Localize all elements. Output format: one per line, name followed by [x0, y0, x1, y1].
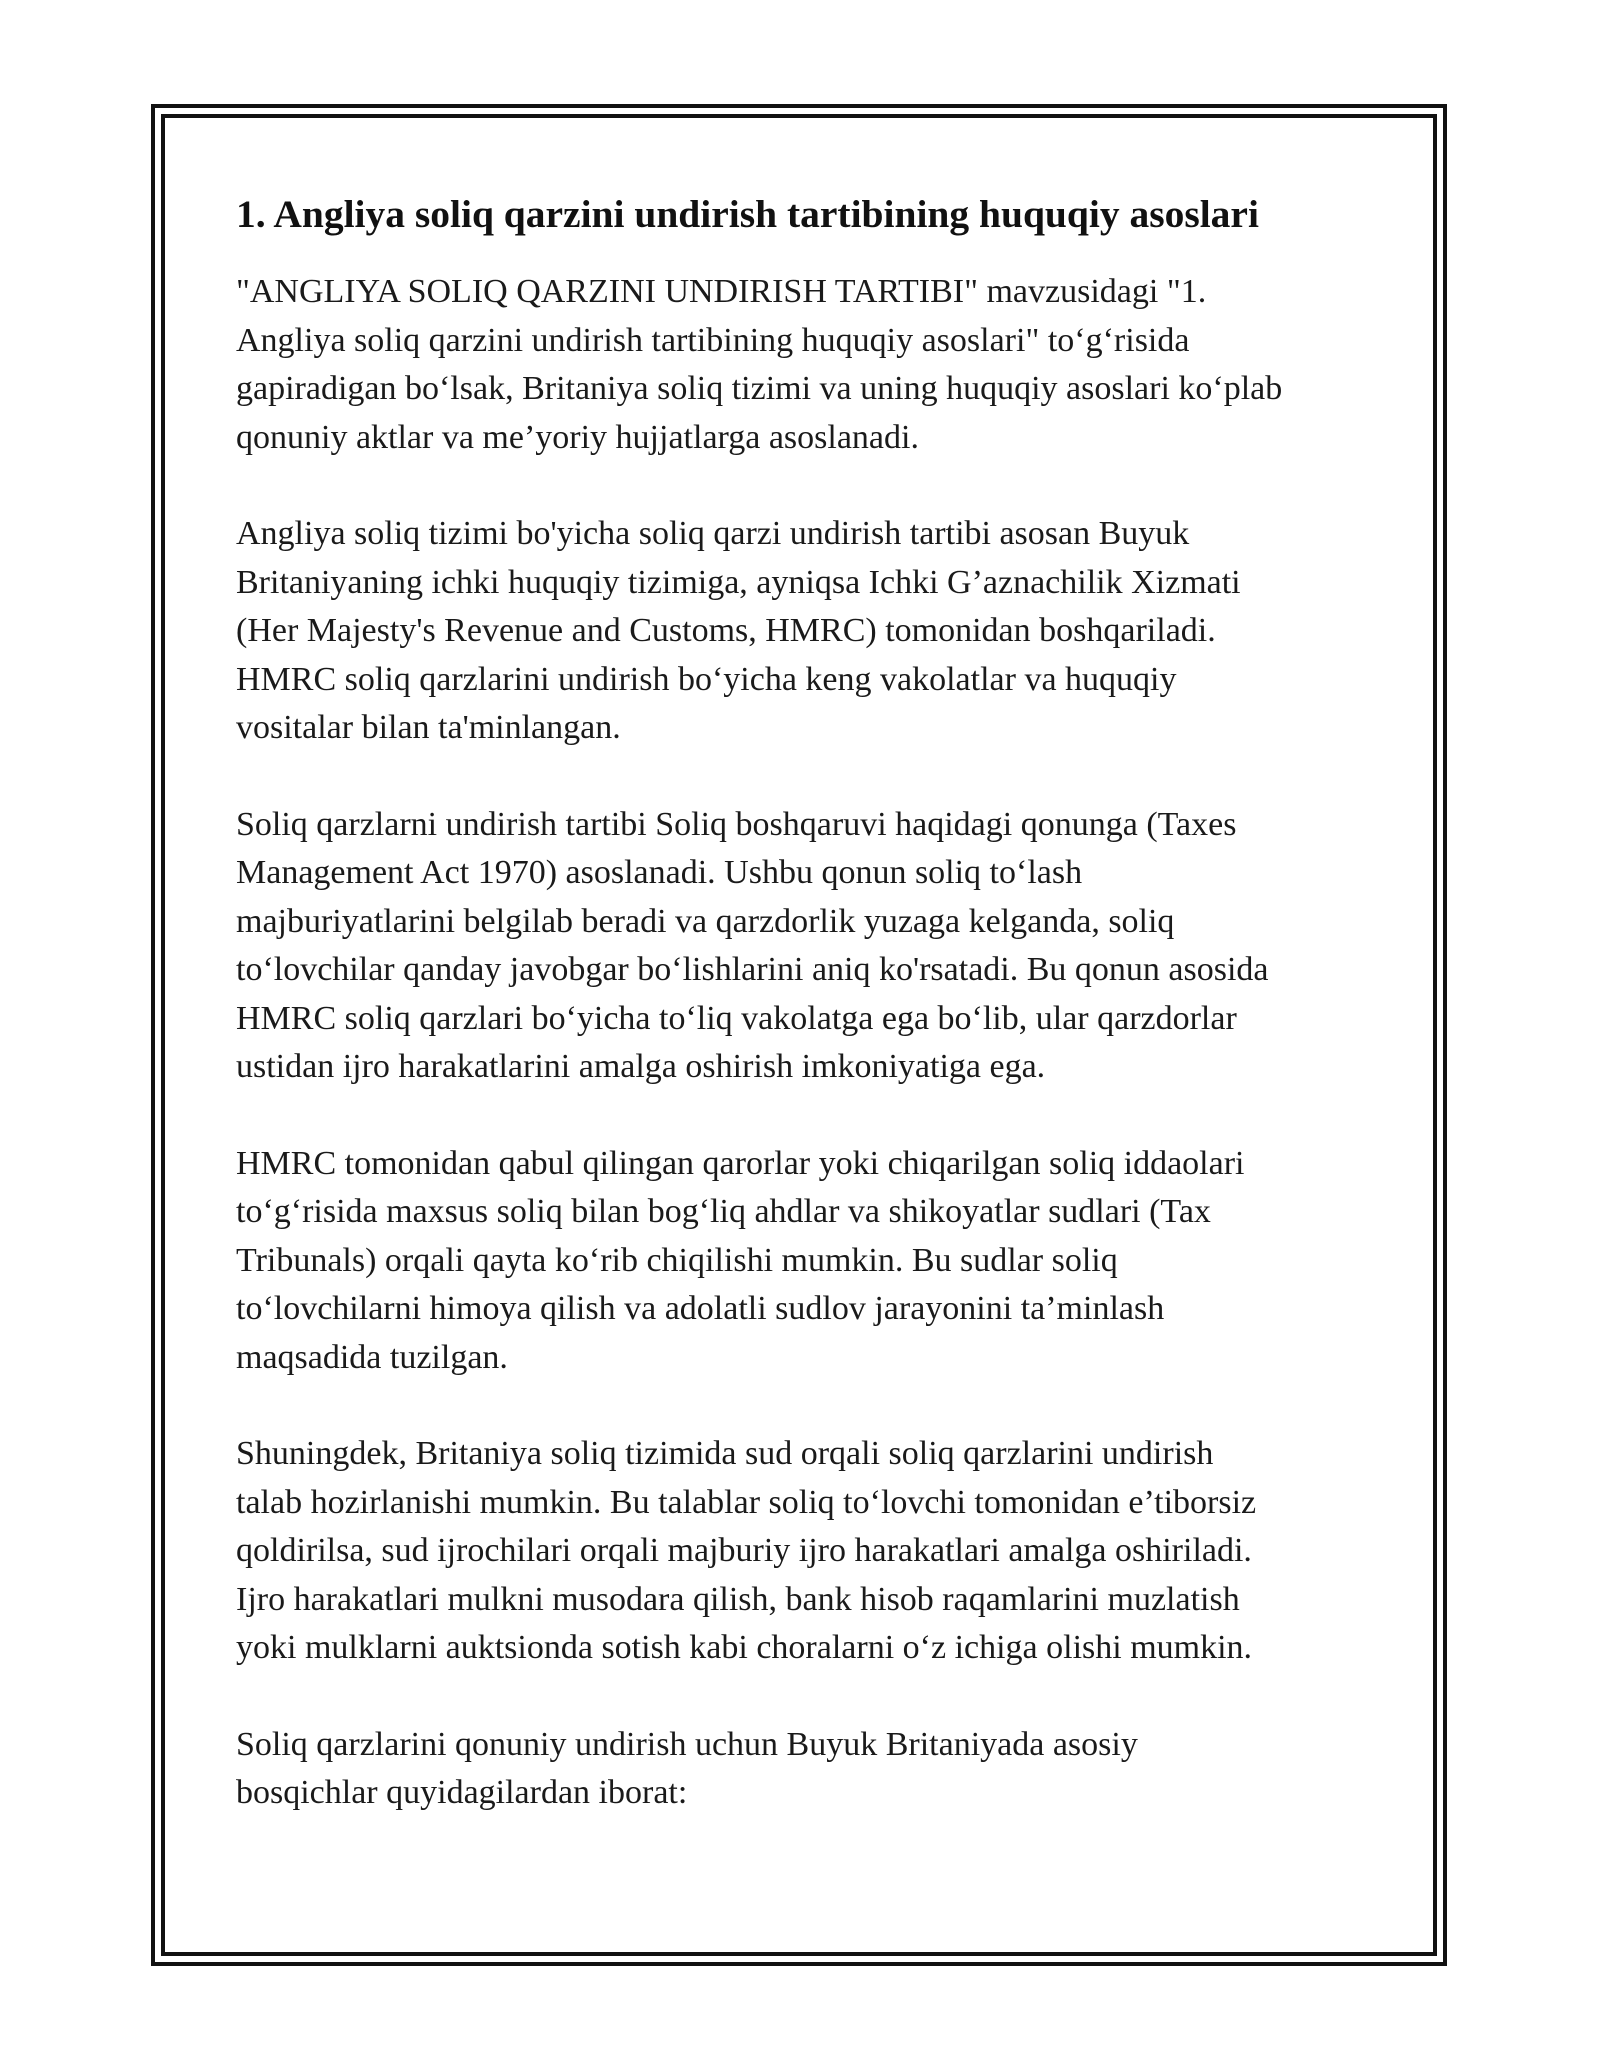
text-line: Tribunals) orqali qayta ko‘rib chiqilishi mumkin. Bu sudlar soliq — [236, 1241, 1118, 1279]
paragraph-intro — [236, 268, 1386, 462]
text-line: gapiradigan bo‘lsak, Britaniya soliq tizimi va uning huquqiy asoslari ko‘plab — [236, 370, 1283, 407]
text-line: ustidan ijro harakatlarini amalga oshirish imkoniyatiga ega. — [236, 1048, 1046, 1085]
paragraph-court-enforcement — [236, 1430, 1386, 1673]
document-body — [236, 186, 1386, 1866]
text-line: to‘lovchilarni himoya qilish va adolatli sudlov jarayonini ta’minlash — [236, 1290, 1165, 1327]
text-line: Angliya soliq tizimi bo'yicha soliq qarzi undirish tartibi asosan Buyuk — [236, 515, 1190, 552]
text-line: HMRC soliq qarzlari bo‘yicha to‘liq vakolatga ega bo‘lib, ular qarzdorlar — [236, 999, 1237, 1037]
text-line: majburiyatlarini belgilab beradi va qarzdorlik yuzaga kelganda, soliq — [236, 902, 1175, 940]
text-line: HMRC soliq qarzlarini undirish bo‘yicha keng vakolatlar va huquqiy — [236, 660, 1177, 698]
section-heading: 1. Angliya soliq qarzini undirish tartibining huquqiy asoslari — [236, 192, 1259, 236]
text-line: Management Act 1970) asoslanadi. Ushbu qonun soliq to‘lash — [236, 854, 1083, 891]
text-line: "ANGLIYA SOLIQ QARZINI UNDIRISH TARTIBI" mavzusidagi "1. — [236, 273, 1207, 310]
text-line: to‘g‘risida maxsus soliq bilan bog‘liq ahdlar va shikoyatlar sudlari (Tax — [236, 1193, 1211, 1230]
text-line: Ijro harakatlari mulkni musodara qilish, bank hisob raqamlarini muzlatish — [236, 1580, 1240, 1618]
text-line: Angliya soliq qarzini undirish tartibining huquqiy asoslari" to‘g‘risida — [236, 321, 1190, 359]
text-line: bosqichlar quyidagilardan iborat: — [236, 1774, 688, 1811]
text-line: Soliq qarzlarni undirish tartibi Soliq boshqaruvi haqidagi qonunga (Taxes — [236, 805, 1237, 843]
text-line: talab hozirlanishi mumkin. Bu talablar soliq to‘lovchi tomonidan e’tiborsiz — [236, 1483, 1257, 1521]
text-line: HMRC tomonidan qabul qilingan qarorlar yoki chiqarilgan soliq iddaolari — [236, 1144, 1245, 1182]
paragraph-hmrc-role — [236, 510, 1386, 753]
text-line: Soliq qarzlarini qonuniy undirish uchun Buyuk Britaniyada asosiy — [236, 1725, 1138, 1763]
paragraph-tax-tribunals — [236, 1140, 1386, 1383]
text-line: qoldirilsa, sud ijrochilari orqali majburiy ijro harakatlari amalga oshiriladi. — [236, 1532, 1252, 1569]
text-line: qonuniy aktlar va me’yoriy hujjatlarga asoslanadi. — [236, 418, 919, 456]
text-line: maqsadida tuzilgan. — [236, 1338, 508, 1376]
text-line: vositalar bilan ta'minlangan. — [236, 709, 621, 746]
text-line: Britaniyaning ichki huquqiy tizimiga, ayniqsa Ichki G’aznachilik Xizmati — [236, 563, 1241, 601]
text-line: yoki mulklarni auktsionda sotish kabi choralarni o‘z ichiga olishi mumkin. — [236, 1629, 1253, 1666]
paragraph-taxes-management-act — [236, 801, 1386, 1092]
paragraph-steps-intro — [236, 1721, 1386, 1818]
text-line: to‘lovchilar qanday javobgar bo‘lishlarini aniq ko'rsatadi. Bu qonun asosida — [236, 951, 1269, 988]
text-line: Shuningdek, Britaniya soliq tizimida sud orqali soliq qarzlarini undirish — [236, 1435, 1214, 1472]
text-line: (Her Majesty's Revenue and Customs, HMRC) tomonidan boshqariladi. — [236, 612, 1216, 649]
